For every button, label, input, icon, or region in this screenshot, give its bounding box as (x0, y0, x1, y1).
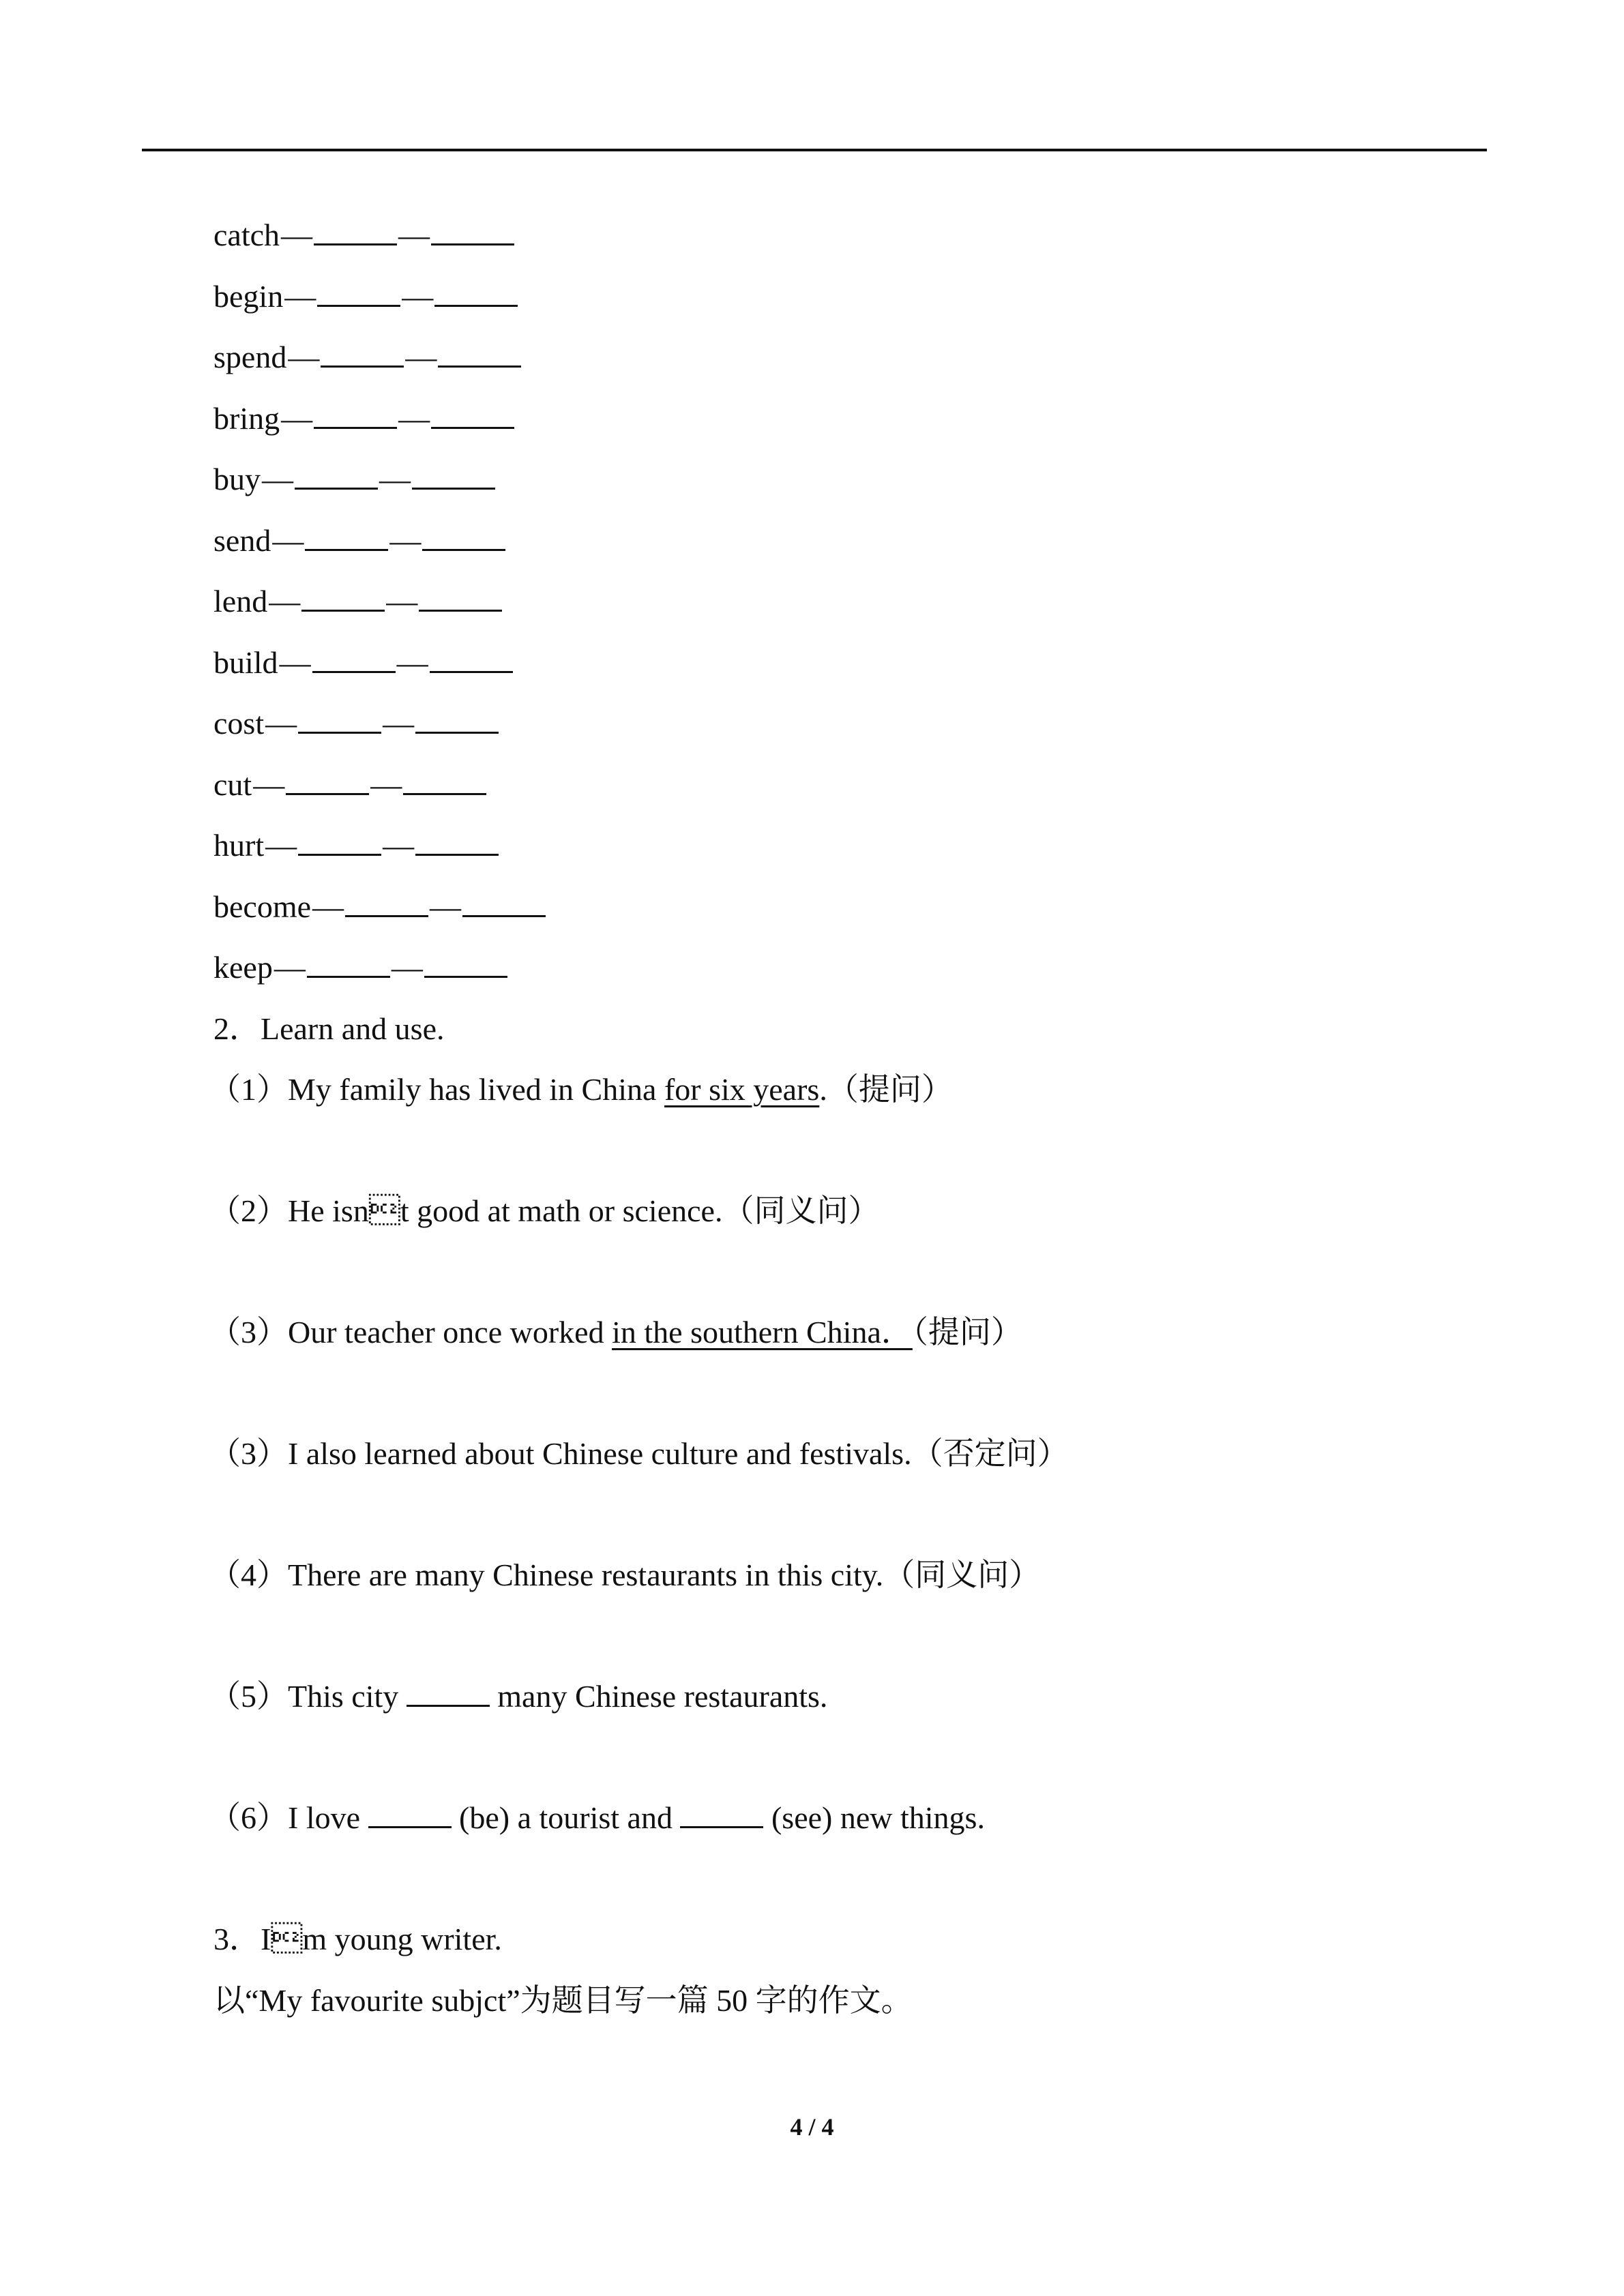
dash-separator: — (379, 462, 411, 496)
worksheet-body (209, 205, 1468, 2031)
past-participle-blank[interactable] (431, 216, 514, 245)
verb-base: cost (213, 706, 265, 741)
past-participle-blank[interactable] (419, 582, 502, 612)
writing-task: 以“My favourite subjct”为题目写一篇 50 字的作文。 (213, 1982, 913, 2018)
verb-line (213, 937, 1468, 998)
question-item (209, 1180, 1468, 1302)
answer-blank[interactable] (368, 1799, 452, 1828)
question-item (209, 1545, 1468, 1666)
verb-base: keep (213, 950, 273, 985)
dash-separator: — (269, 584, 301, 618)
item-text: This city (288, 1679, 407, 1714)
verb-forms-list (213, 205, 1468, 998)
item-text: I love (288, 1800, 368, 1835)
question-instruction: （提问） (912, 1315, 1022, 1350)
question-list (209, 1059, 1468, 1666)
item-text: (see) new things. (763, 1800, 985, 1835)
verb-line (213, 266, 1468, 327)
dash-separator: — (405, 340, 437, 374)
fill-item-6 (209, 1787, 1468, 1909)
past-tense-blank[interactable] (305, 522, 388, 551)
dash-separator: — (430, 889, 462, 924)
past-tense-blank[interactable] (321, 338, 404, 368)
page-number: 4 / 4 (790, 2113, 834, 2141)
underlined-phrase: for six years (664, 1072, 820, 1107)
past-participle-blank[interactable] (415, 704, 499, 734)
header-rule (142, 149, 1487, 151)
past-tense-blank[interactable] (312, 644, 396, 673)
verb-line (213, 815, 1468, 876)
answer-blank[interactable] (680, 1799, 763, 1828)
verb-line (213, 632, 1468, 694)
dash-separator: — (396, 644, 428, 680)
dash-separator: — (398, 218, 430, 252)
question-text: My family has lived in China (288, 1072, 664, 1107)
question-item (209, 1423, 1468, 1545)
section-3-heading: 3．Im young writer. (213, 1922, 502, 1956)
verb-base: cut (213, 766, 252, 802)
verb-base: buy (213, 462, 261, 496)
answer-blank[interactable] (407, 1678, 490, 1707)
question-text: There are many Chinese restaurants in this city.（同义问） (288, 1557, 1041, 1592)
verb-line (213, 693, 1468, 754)
dash-separator: — (262, 462, 293, 496)
verb-line (213, 388, 1468, 449)
section-2-heading: 2．Learn and use. (213, 1011, 445, 1046)
past-participle-blank[interactable] (412, 460, 495, 490)
verb-line (213, 571, 1468, 632)
item-text: many Chinese restaurants. (489, 1679, 828, 1714)
dash-separator: — (265, 706, 297, 741)
dash-separator: — (281, 218, 313, 252)
past-participle-blank[interactable] (424, 949, 507, 978)
dash-separator: — (391, 950, 423, 985)
fill-item-5 (209, 1666, 1468, 1787)
verb-line (213, 876, 1468, 938)
verb-line (213, 327, 1468, 388)
past-tense-blank[interactable] (314, 216, 397, 245)
item-number: （5） (209, 1679, 288, 1714)
verb-line (213, 754, 1468, 816)
past-participle-blank[interactable] (462, 888, 546, 917)
past-participle-blank[interactable] (403, 766, 486, 795)
verb-base: spend (213, 340, 287, 374)
item-number: （3） (209, 1315, 288, 1350)
dash-separator: — (265, 828, 297, 863)
question-text: I also learned about Chinese culture and festivals.（否定问） (288, 1436, 1069, 1471)
verb-line (213, 205, 1468, 266)
item-text: (be) a tourist and (451, 1800, 681, 1835)
item-number: （2） (209, 1193, 288, 1228)
past-participle-blank[interactable] (434, 278, 518, 307)
past-tense-blank[interactable] (295, 460, 378, 490)
item-number: （1） (209, 1072, 288, 1107)
verb-line (213, 510, 1468, 571)
underlined-phrase: in the southern China． (612, 1315, 913, 1350)
dash-separator: — (312, 889, 344, 924)
dash-separator: — (279, 644, 311, 680)
past-tense-blank[interactable] (314, 400, 397, 429)
past-tense-blank[interactable] (345, 888, 428, 917)
past-participle-blank[interactable] (415, 826, 499, 856)
question-text: He isnt good at math or science.（同义问） (288, 1193, 880, 1228)
past-tense-blank[interactable] (298, 826, 381, 856)
verb-base: send (213, 522, 271, 558)
past-participle-blank[interactable] (422, 522, 505, 551)
dash-separator: — (274, 950, 306, 985)
dash-separator: — (253, 766, 285, 802)
past-participle-blank[interactable] (430, 644, 513, 673)
past-tense-blank[interactable] (301, 582, 385, 612)
past-tense-blank[interactable] (298, 704, 381, 734)
verb-base: build (213, 644, 278, 680)
verb-base: bring (213, 400, 280, 436)
past-participle-blank[interactable] (431, 400, 514, 429)
question-text: Our teacher once worked (288, 1315, 612, 1350)
question-instruction: .（提问） (819, 1072, 953, 1107)
item-number: （3） (209, 1436, 288, 1471)
verb-base: become (213, 889, 312, 924)
past-tense-blank[interactable] (307, 949, 390, 978)
dash-separator: — (383, 828, 415, 863)
verb-base: catch (213, 218, 280, 252)
past-tense-blank[interactable] (317, 278, 400, 307)
question-item (209, 1302, 1468, 1423)
dash-separator: — (281, 400, 313, 436)
verb-base: begin (213, 278, 284, 314)
dash-separator: — (272, 522, 304, 558)
verb-line (213, 449, 1468, 510)
item-number: （4） (209, 1557, 288, 1592)
dash-separator: — (389, 522, 422, 558)
dash-separator: — (398, 400, 430, 436)
dash-separator: — (370, 766, 402, 802)
past-participle-blank[interactable] (438, 338, 521, 368)
dash-separator: — (402, 278, 434, 314)
dash-separator: — (288, 340, 320, 374)
verb-base: lend (213, 584, 268, 618)
past-tense-blank[interactable] (286, 766, 369, 795)
dash-separator: — (383, 706, 415, 741)
verb-base: hurt (213, 828, 265, 863)
item-number: （6） (209, 1800, 288, 1835)
dash-separator: — (284, 278, 316, 314)
question-item (209, 1059, 1468, 1180)
dash-separator: — (386, 584, 418, 618)
